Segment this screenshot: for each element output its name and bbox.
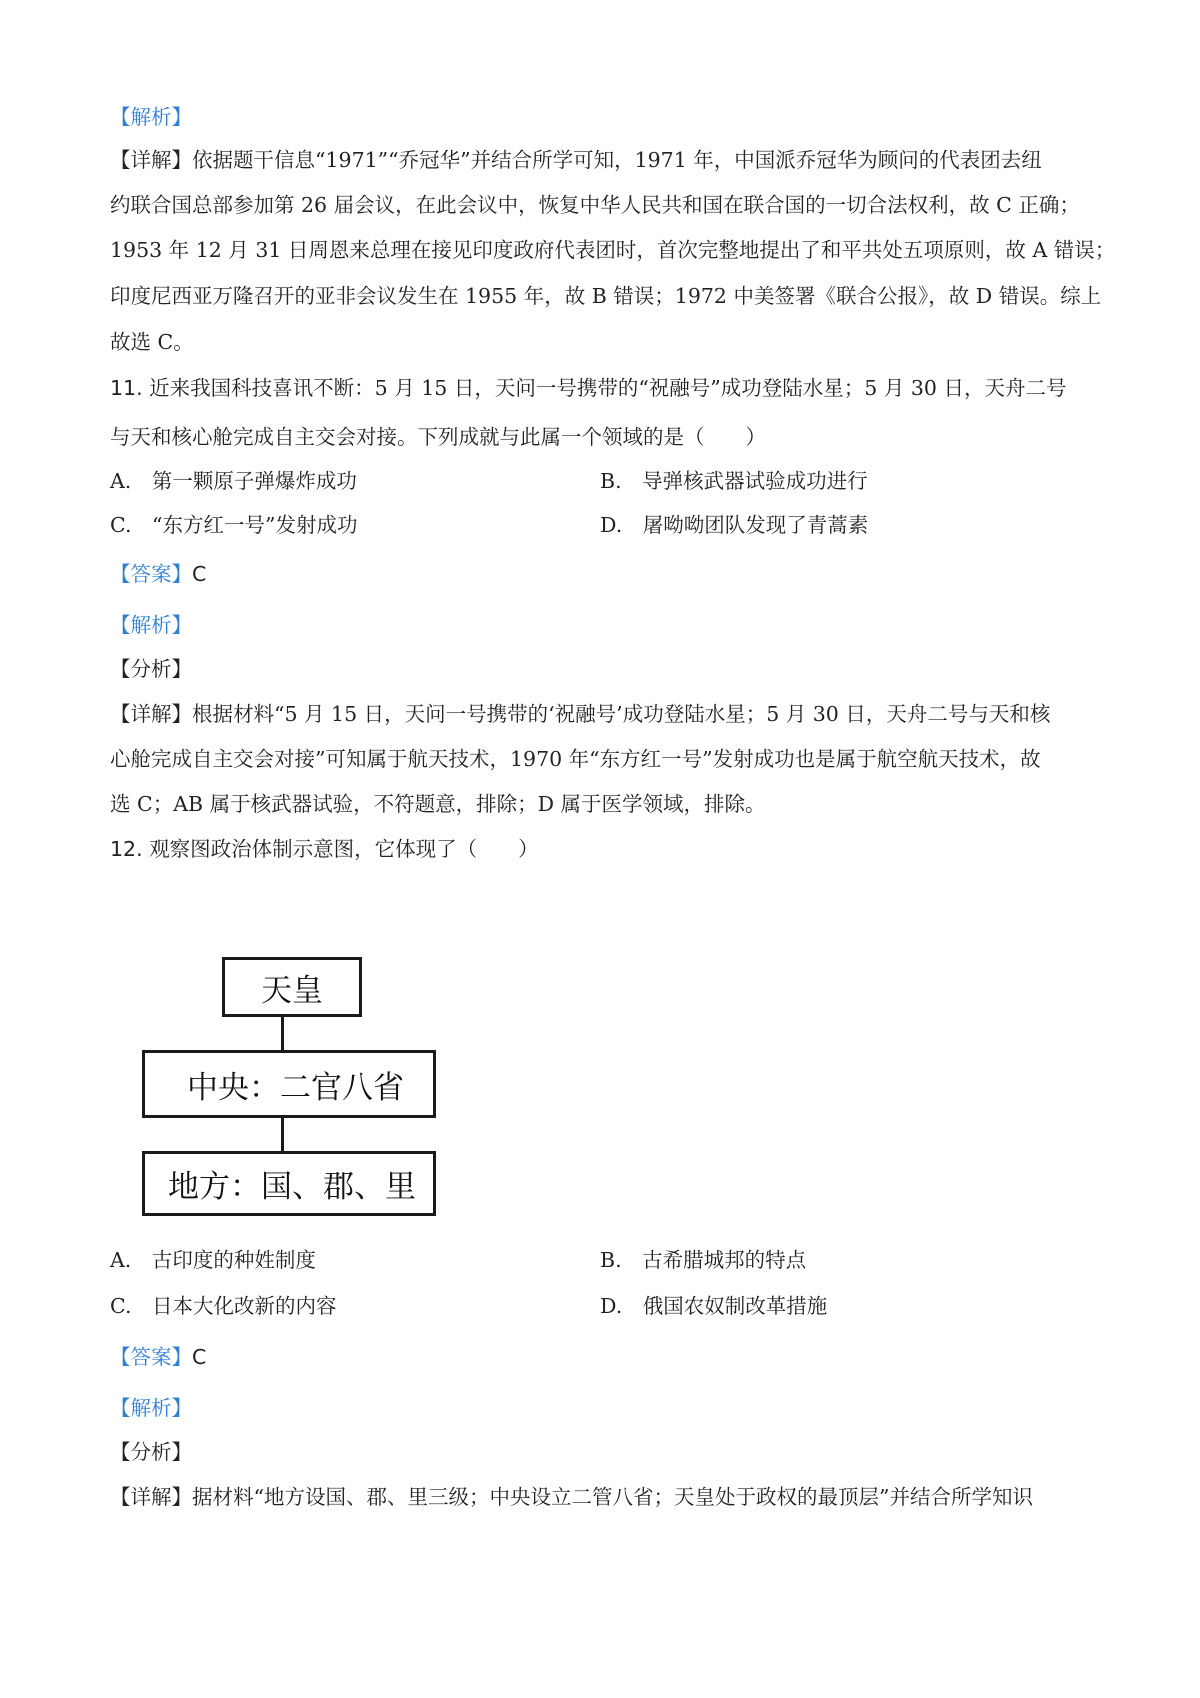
- stem-line: 观察图政治体制示意图，它体现了（ ）: [149, 837, 539, 861]
- option-b[interactable]: [600, 464, 868, 494]
- option-text: 俄国农奴制改革措施: [642, 1294, 828, 1318]
- fenxi-label: 【分析】: [110, 1440, 192, 1464]
- question-12-stem: [110, 832, 539, 862]
- analysis-label: 【解析】: [110, 613, 192, 637]
- detail-text-line: 【详解】根据材料“5 月 15 日，天问一号携带的‘祝融号’成功登陆水星；5 月 30 日，天舟二号与天和核: [110, 702, 1051, 726]
- answer-label: 【答案】: [110, 562, 192, 586]
- diagram-label: 中央：二官八省: [187, 1069, 404, 1106]
- detail-text-line: 1953 年 12 月 31 日周恩来总理在接见印度政府代表团时，首次完整地提出了和平共处五项原则，故 A 错误；: [110, 238, 1116, 262]
- diagram-connector: [281, 1017, 284, 1051]
- option-text: 导弹核武器试验成功进行: [642, 469, 868, 493]
- analysis-label: 【解析】: [110, 1396, 192, 1420]
- detail-text-line: 故选 C。: [110, 330, 194, 354]
- option-letter: D.: [600, 1294, 623, 1318]
- detail-text-line: 心舱完成自主交会对接”可知属于航天技术，1970 年“东方红一号”发射成功也是属于航空航天技术，故: [110, 747, 1041, 771]
- fenxi-label: 【分析】: [110, 657, 192, 681]
- detail-text-line: 印度尼西亚万隆召开的亚非会议发生在 1955 年，故 B 错误；1972 中美签署《联合公报》，故 D 错误。综上: [110, 284, 1102, 308]
- diagram-connector: [281, 1118, 284, 1152]
- detail-text-line: 【详解】据材料“地方设国、郡、里三级；中央设立二管八省；天皇处于政权的最顶层”并结合所学知识: [110, 1485, 1033, 1509]
- detail-text-line: 【详解】依据题干信息“1971”“乔冠华”并结合所学可知，1971 年，中国派乔冠华为顾问的代表团去纽: [110, 148, 1042, 172]
- question-11-stem: [110, 371, 1066, 401]
- option-text: 第一颗原子弹爆炸成功: [151, 469, 357, 493]
- detail-text-line: 约联合国总部参加第 26 届会议，在此会议中，恢复中华人民共和国在联合国的一切合法权利，故 C 正确；: [110, 193, 1080, 217]
- question-number: 11.: [110, 376, 143, 400]
- question-11-stem-line2: 与天和核心舱完成自主交会对接。下列成就与此属一个领域的是（ ）: [110, 425, 766, 449]
- option-d[interactable]: [600, 1289, 827, 1319]
- analysis-label: 【解析】: [110, 105, 192, 129]
- option-c[interactable]: [110, 508, 357, 538]
- stem-line: 近来我国科技喜讯不断：5 月 15 日，天问一号携带的“祝融号”成功登陆水星；5 月 30 日，天舟二号: [149, 376, 1067, 400]
- answer-label: 【答案】: [110, 1345, 192, 1369]
- option-c[interactable]: [110, 1289, 337, 1319]
- diagram-box-central: [142, 1050, 436, 1118]
- option-b[interactable]: [600, 1243, 806, 1273]
- answer-value: C: [192, 1345, 207, 1369]
- option-letter: B.: [600, 1248, 622, 1272]
- option-text: “东方红一号”发射成功: [152, 513, 358, 537]
- diagram-label: 天皇: [261, 972, 323, 1009]
- option-text: 屠呦呦团队发现了青蒿素: [642, 513, 869, 537]
- diagram-label: 地方：国、郡、里: [168, 1169, 416, 1205]
- option-letter: A.: [110, 469, 132, 493]
- detail-text-line: 选 C；AB 属于核武器试验，不符题意，排除；D 属于医学领域，排除。: [110, 792, 766, 816]
- option-letter: C.: [110, 513, 132, 537]
- option-text: 古希腊城邦的特点: [642, 1248, 807, 1272]
- option-a[interactable]: [110, 464, 357, 494]
- answer-value: C: [192, 562, 207, 586]
- option-text: 日本大化改新的内容: [152, 1294, 337, 1318]
- option-d[interactable]: [600, 508, 868, 538]
- answer-row: [110, 1340, 206, 1370]
- option-letter: C.: [110, 1294, 132, 1318]
- answer-row: [110, 557, 206, 587]
- option-text: 古印度的种姓制度: [151, 1248, 316, 1272]
- option-letter: D.: [600, 513, 623, 537]
- option-letter: B.: [600, 469, 622, 493]
- diagram-box-emperor: [222, 957, 362, 1017]
- option-letter: A.: [110, 1248, 132, 1272]
- option-a[interactable]: [110, 1243, 316, 1273]
- question-number: 12.: [110, 837, 143, 861]
- diagram-box-local: [142, 1151, 436, 1216]
